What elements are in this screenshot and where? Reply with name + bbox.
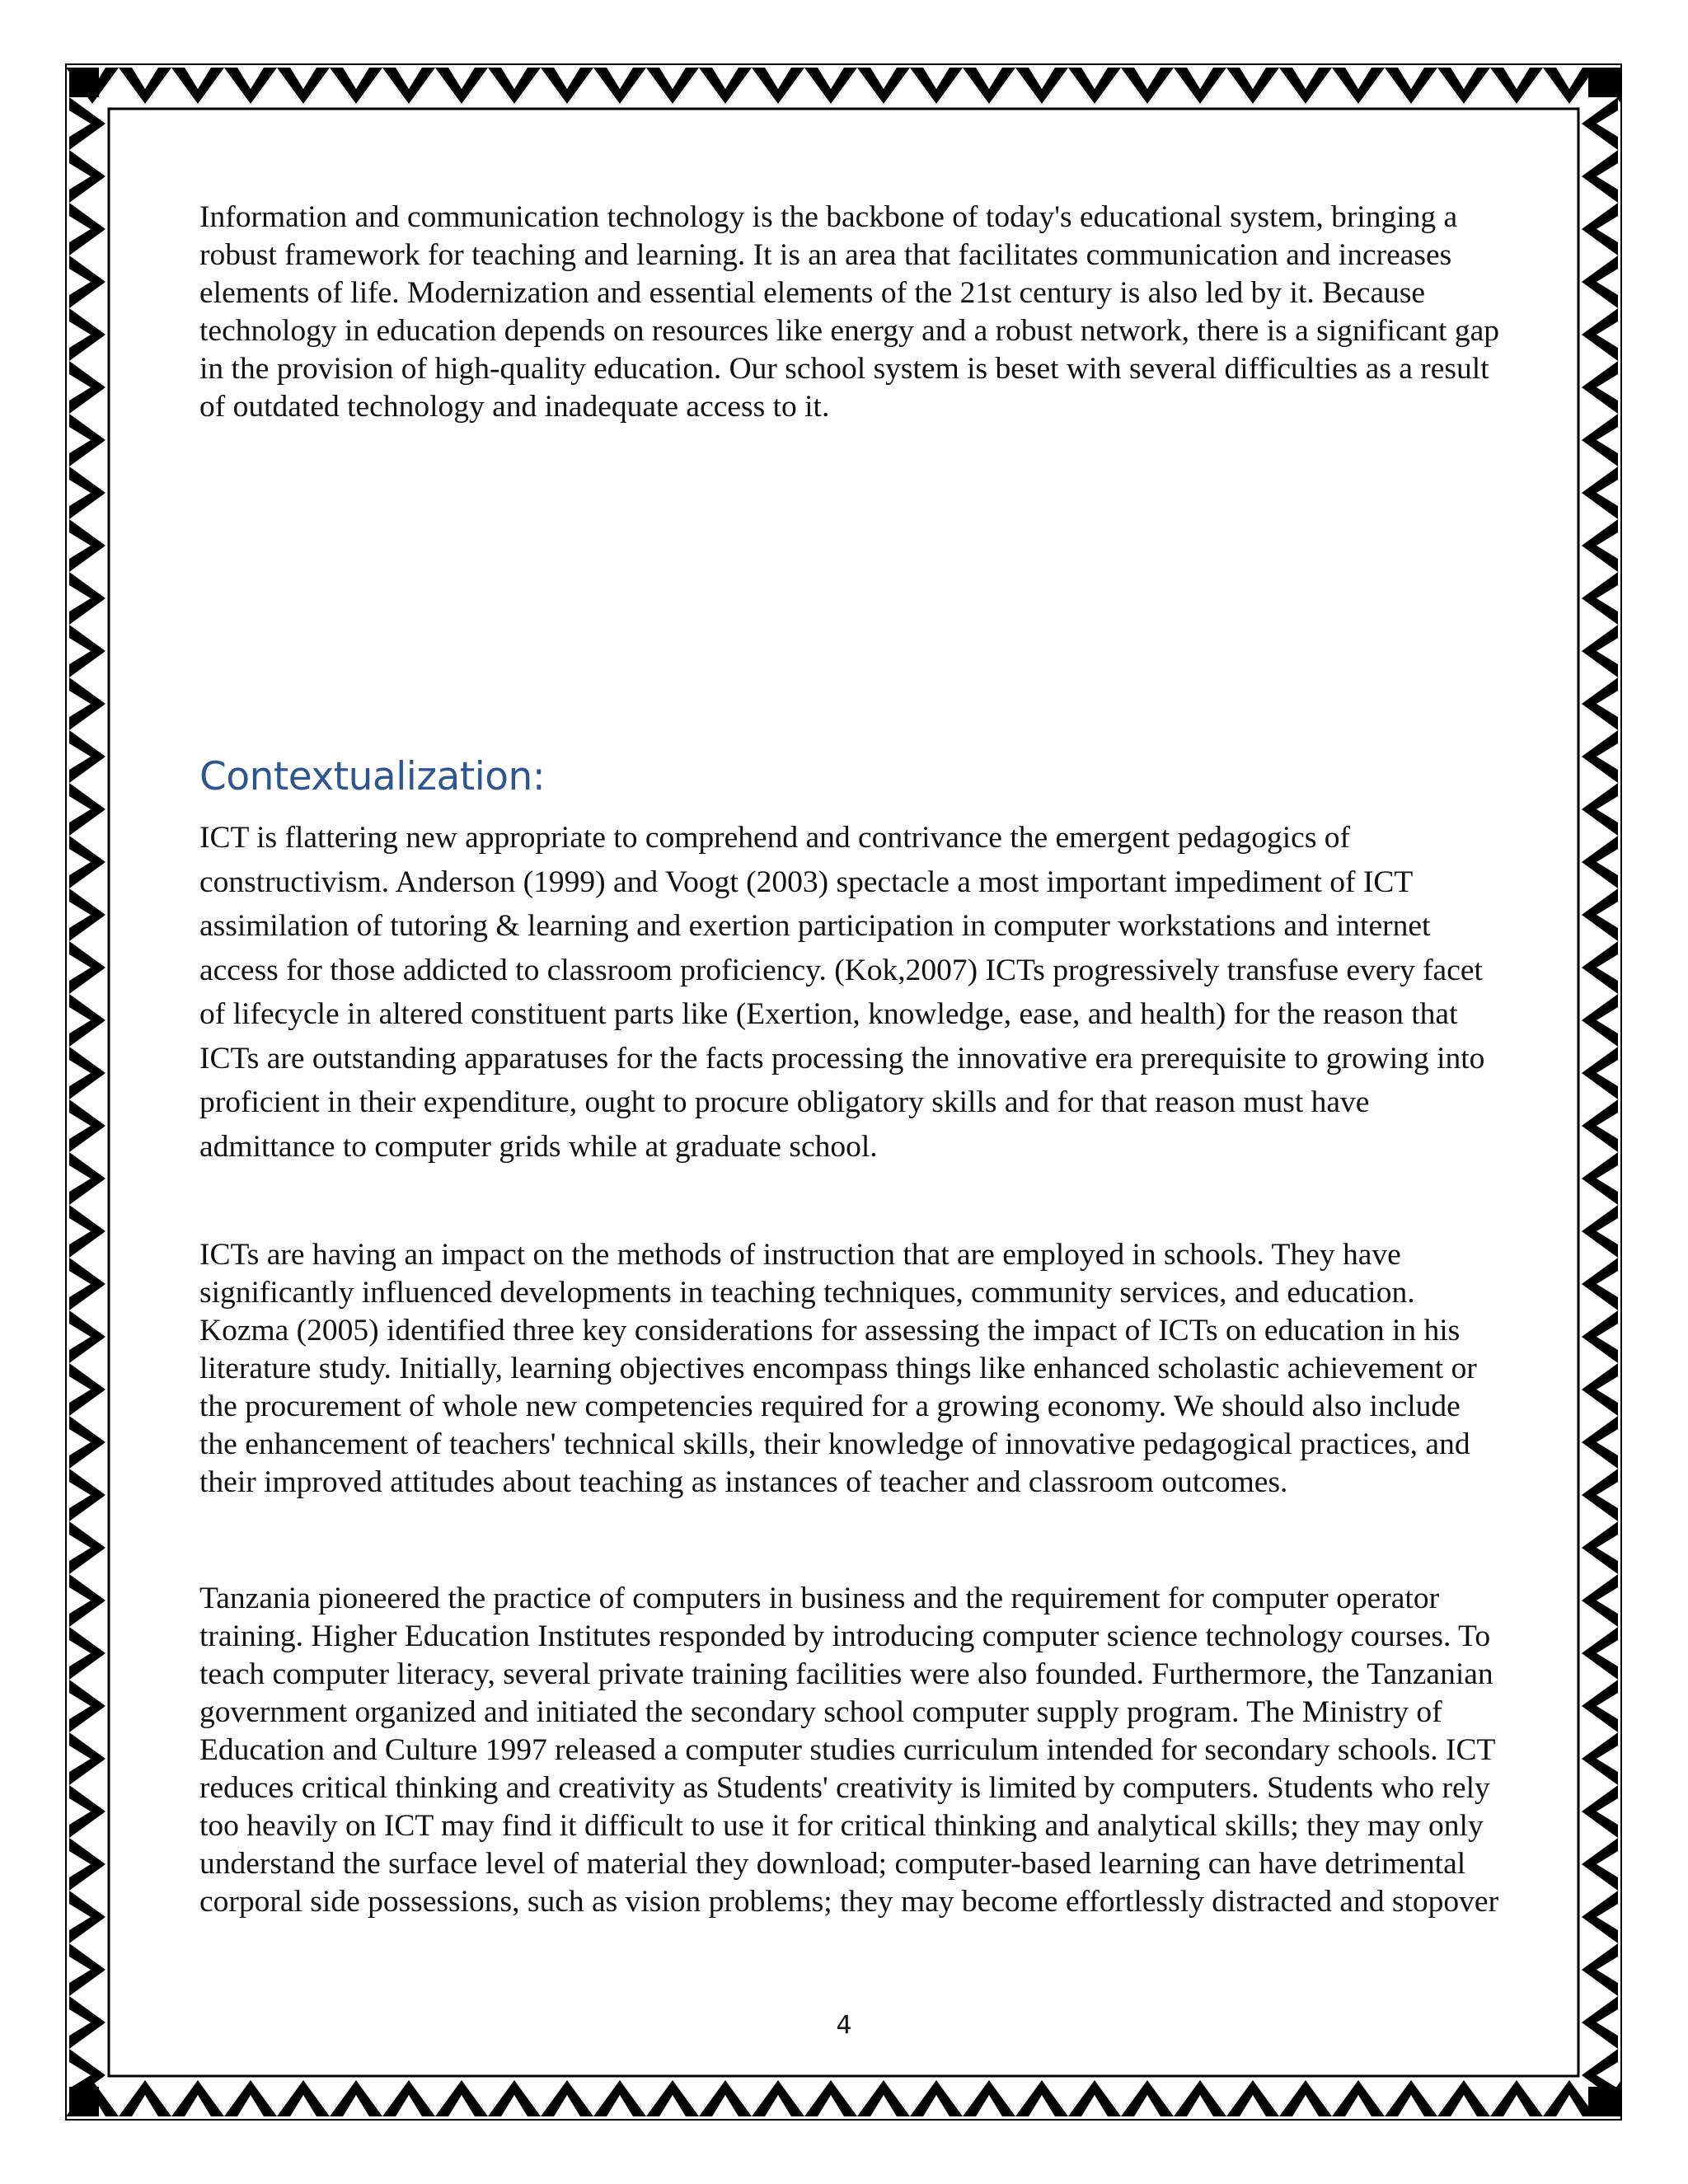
- ict-impact-paragraph: ICTs are having an impact on the methods of instruction that are employed in schools. They have significantly influenced developments in teaching techniques, community services, and education. Kozma (2005) identified three key considerations for assessing the impact of ICTs on education in his literature study. Initially, learning objectives encompass things like enhanced scholastic achievement or the procurement of whole new competencies required for a growing economy. We should also include the enhancement of teachers' technical skills, their knowledge of innovative pedagogical practices, and their improved attitudes about teaching as instances of teacher and classroom outcomes.: [199, 1238, 1477, 1499]
- tanzania-paragraph: Tanzania pioneered the practice of computers in business and the requirement for computer operator training. Higher Education Institutes responded by introducing computer science technology courses. To teach computer literacy, several private training facilities were also founded. Furthermore, the Tanzanian government organized and initiated the secondary school computer supply program. The Ministry of Education and Culture 1997 released a computer studies curriculum intended for secondary schools. ICT reduces critical thinking and creativity as Students' creativity is limited by computers. Students who rely too heavily on ICT may find it difficult to use it for critical thinking and analytical skills; they may only understand the surface level of material they download; computer-based learning can have detrimental corporal side possessions, such as vision problems; they may become effortlessly distracted and stopover: [199, 1582, 1499, 1919]
- section-heading: Contextualization:: [199, 754, 546, 799]
- page-number: 4: [836, 2011, 852, 2040]
- contextualization-paragraph: ICT is flattering new appropriate to comprehend and contrivance the emergent pedagogics of constructivism. Anderson (1999) and Voogt (2003) spectacle a most important impediment of ICT assimilation of tutoring & learning and exertion participation in computer workstations and internet access for those addicted to classroom proficiency. (Kok,2007) ICTs progressively transfuse every facet of lifecycle in altered constituent parts like (Exertion, knowledge, ease, and health) for the reason that ICTs are outstanding apparatuses for the facts processing the innovative era prerequisite to growing into proficient in their expenditure, ought to procure obligatory skills and for that reason must have admittance to computer grids while at graduate school.: [199, 821, 1485, 1164]
- intro-paragraph: Information and communication technology is the backbone of today's educational system, bringing a robust framework for teaching and learning. It is an area that facilitates communication and increases elements of life. Modernization and essential elements of the 21st century is also led by it. Because technology in education depends on resources like energy and a robust network, there is a significant gap in the provision of high-quality education. Our school system is beset with several difficulties as a result of outdated technology and inadequate access to it.: [199, 200, 1499, 424]
